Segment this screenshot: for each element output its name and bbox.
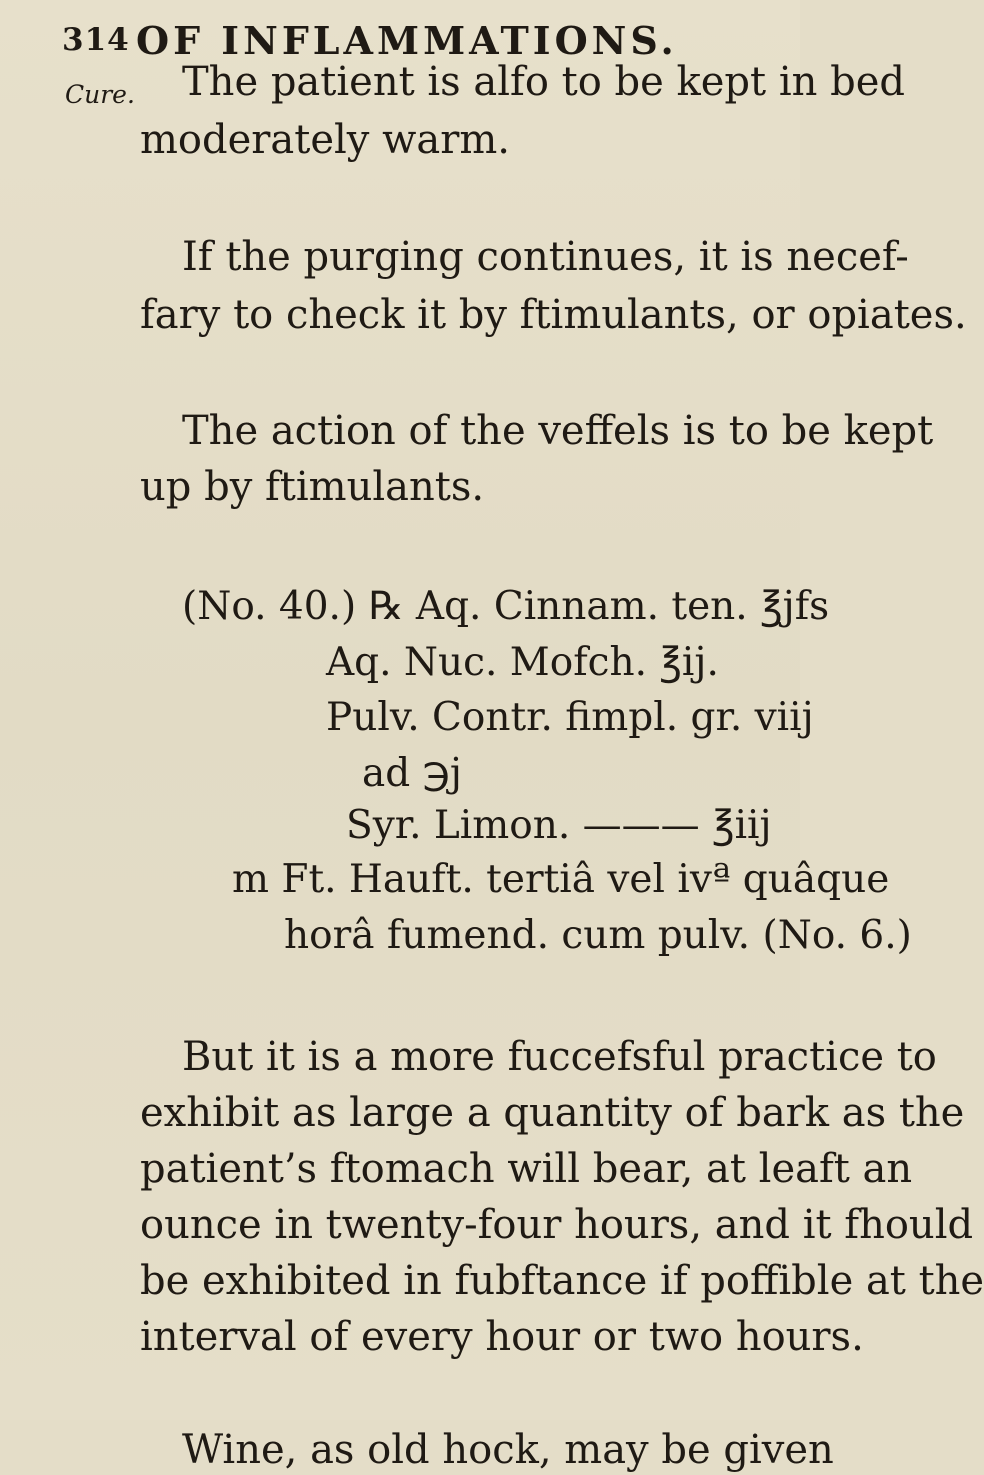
margin-note: Cure.: [65, 80, 135, 109]
paragraph-5-line-1: Wine, as old hock, may be given: [182, 1427, 834, 1473]
paragraph-3-line-2: up by ftimulants.: [140, 464, 485, 510]
paragraph-4-line-4: ounce in twenty-four hours, and it fhould: [140, 1202, 974, 1248]
paragraph-3-line-1: The action of the veffels is to be kept: [182, 408, 934, 454]
prescription-line-6: m Ft. Hauft. tertiâ vel ivª quâque: [232, 857, 890, 902]
paragraph-4-line-1: But it is a more fuccefsful practice to: [182, 1034, 937, 1080]
paragraph-4-line-3: patient’s ftomach will bear, at leaft an: [140, 1146, 913, 1192]
prescription-line-5: Syr. Limon. ——— ℥iij: [346, 803, 772, 848]
prescription-line-1: (No. 40.) ℞ Aq. Cinnam. ten. ℥jfs: [182, 584, 830, 629]
paragraph-4-line-5: be exhibited in fubftance if poffible at the: [140, 1258, 984, 1304]
prescription-line-4: ad ℈j: [362, 751, 462, 796]
page-number: 314: [62, 22, 130, 58]
prescription-line-7: horâ fumend. cum pulv. (No. 6.): [284, 913, 912, 958]
paragraph-4-line-2: exhibit as large a quantity of bark as the: [140, 1090, 965, 1136]
running-head: OF INFLAMMATIONS.: [136, 18, 678, 63]
paragraph-2-line-2: fary to check it by ftimulants, or opiates.: [140, 292, 967, 338]
prescription-line-2: Aq. Nuc. Mofch. ℥ij.: [326, 640, 719, 685]
paragraph-2-line-1: If the purging continues, it is necef-: [182, 234, 909, 280]
paragraph-4-line-6: interval of every hour or two hours.: [140, 1314, 864, 1360]
prescription-line-3: Pulv. Contr. fimpl. gr. viij: [326, 695, 814, 740]
paragraph-1-line-1: The patient is alfo to be kept in bed: [182, 59, 905, 105]
paragraph-1-line-2: moderately warm.: [140, 117, 510, 163]
